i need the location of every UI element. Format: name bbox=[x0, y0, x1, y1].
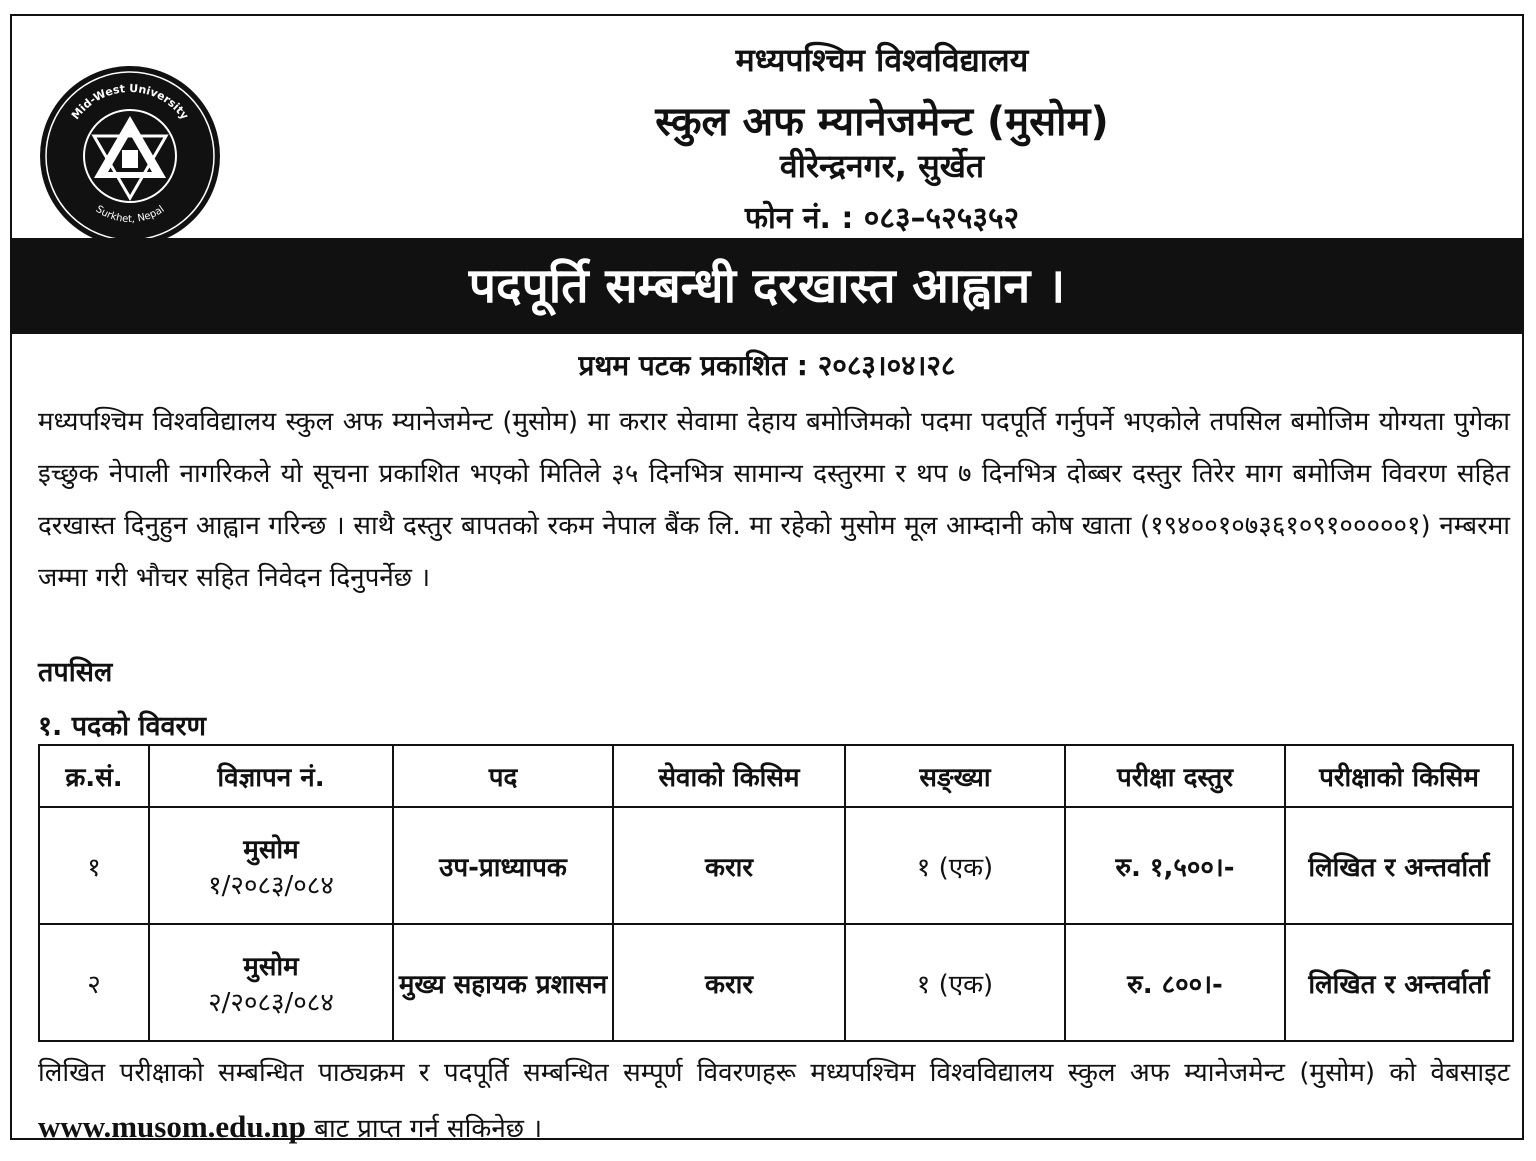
col-header-service: सेवाको किसिम bbox=[613, 745, 845, 807]
posts-table bbox=[38, 744, 1514, 1042]
cell-ad-no bbox=[149, 807, 393, 924]
location: वीरेन्द्रनगर, सुर्खेत bbox=[779, 147, 985, 185]
cell-count: १ (एक) bbox=[845, 924, 1065, 1041]
university-logo bbox=[38, 64, 222, 248]
logo-bottom-text: Surkhet, Nepal bbox=[93, 203, 167, 226]
col-header-exam: परीक्षाको किसिम bbox=[1285, 745, 1513, 807]
post-details-heading: १. पदको विवरण bbox=[38, 711, 207, 742]
cell-fee: रु. ८००।- bbox=[1065, 924, 1285, 1041]
schedule-heading: तपसिल bbox=[38, 657, 113, 688]
col-header-ad-no: विज्ञापन नं. bbox=[149, 745, 393, 807]
cell-fee: रु. १,५००।- bbox=[1065, 807, 1285, 924]
ad-prefix: मुसोम bbox=[243, 834, 299, 865]
col-header-fee: परीक्षा दस्तुर bbox=[1065, 745, 1285, 807]
vacancy-notice bbox=[10, 14, 1524, 1144]
col-header-sn: क्र.सं. bbox=[39, 745, 149, 807]
cell-sn: १ bbox=[39, 807, 149, 924]
cell-count: १ (एक) bbox=[845, 807, 1065, 924]
cell-sn: २ bbox=[39, 924, 149, 1041]
ad-code: २/२०८३/०८४ bbox=[208, 987, 334, 1018]
phone-number: फोन नं. : ०८३–५२५३५२ bbox=[744, 201, 1020, 236]
cell-post: उप-प्राध्यापक bbox=[393, 807, 613, 924]
university-name: मध्यपश्चिम विश्वविद्यालय bbox=[735, 41, 1029, 79]
footer-text-after: बाट प्राप्त गर्न सकिनेछ । bbox=[314, 1114, 543, 1144]
col-header-count: सङ्ख्या bbox=[845, 745, 1065, 807]
cell-exam: लिखित र अन्तर्वार्ता bbox=[1285, 924, 1513, 1041]
school-name: स्कुल अफ म्यानेजमेन्ट (मुसोम) bbox=[655, 99, 1109, 145]
publication-date: प्रथम पटक प्रकाशित : २०८३।०४।२८ bbox=[578, 349, 956, 382]
ad-code: १/२०८३/०८४ bbox=[208, 870, 334, 901]
footer-text-before: लिखित परीक्षाको सम्बन्धित पाठ्यक्रम र पदपूर्ति सम्बन्धित सम्पूर्ण विवरणहरू मध्यपश्चिम विश्वविद्यालय स्कुल अफ म्यानेजमेन्ट (मुसोम) को वेबसाइट bbox=[38, 1058, 1510, 1088]
cell-post: मुख्य सहायक प्रशासन bbox=[393, 924, 613, 1041]
cell-exam: लिखित र अन्तर्वार्ता bbox=[1285, 807, 1513, 924]
cell-service: करार bbox=[613, 924, 845, 1041]
table-row bbox=[39, 807, 1513, 924]
table-row bbox=[39, 924, 1513, 1041]
cell-service: करार bbox=[613, 807, 845, 924]
ad-prefix: मुसोम bbox=[243, 951, 299, 982]
cell-ad-no bbox=[149, 924, 393, 1041]
table-header-row bbox=[39, 745, 1513, 807]
logo-arc-text: Mid-West University bbox=[68, 81, 192, 123]
intro-paragraph: मध्यपश्चिम विश्वविद्यालय स्कुल अफ म्यानेजमेन्ट (मुसोम) मा करार सेवामा देहाय बमोजिमको पदमा पदपूर्ति गर्नुपर्ने भएकोले तपसिल बमोजिम योग्यता पुगेका इच्छुक नेपाली नागरिकले यो सूचना प्रकाशित भएको मितिले ३५ दिनभित्र सामान्य दस्तुरमा र थप ७ दिनभित्र दोब्बर दस्तुर तिरेर माग बमोजिम विवरण सहित दरखास्त दिनुहुन आह्वान गरिन्छ । साथै दस्तुर बापतको रकम नेपाल बैंक लि. मा रहेको मुसोम मूल आम्दानी कोष खाता (१९४००१०७३६१०९१०००००१) नम्बरमा जम्मा गरी भौचर सहित निवेदन दिनुपर्नेछ । bbox=[38, 407, 1510, 593]
col-header-post: पद bbox=[393, 745, 613, 807]
footer-paragraph bbox=[38, 1046, 1510, 1156]
website-link[interactable]: www.musom.edu.np bbox=[38, 1109, 306, 1144]
notice-title-banner: पदपूर्ति सम्बन्धी दरखास्त आह्वान । bbox=[12, 238, 1522, 334]
